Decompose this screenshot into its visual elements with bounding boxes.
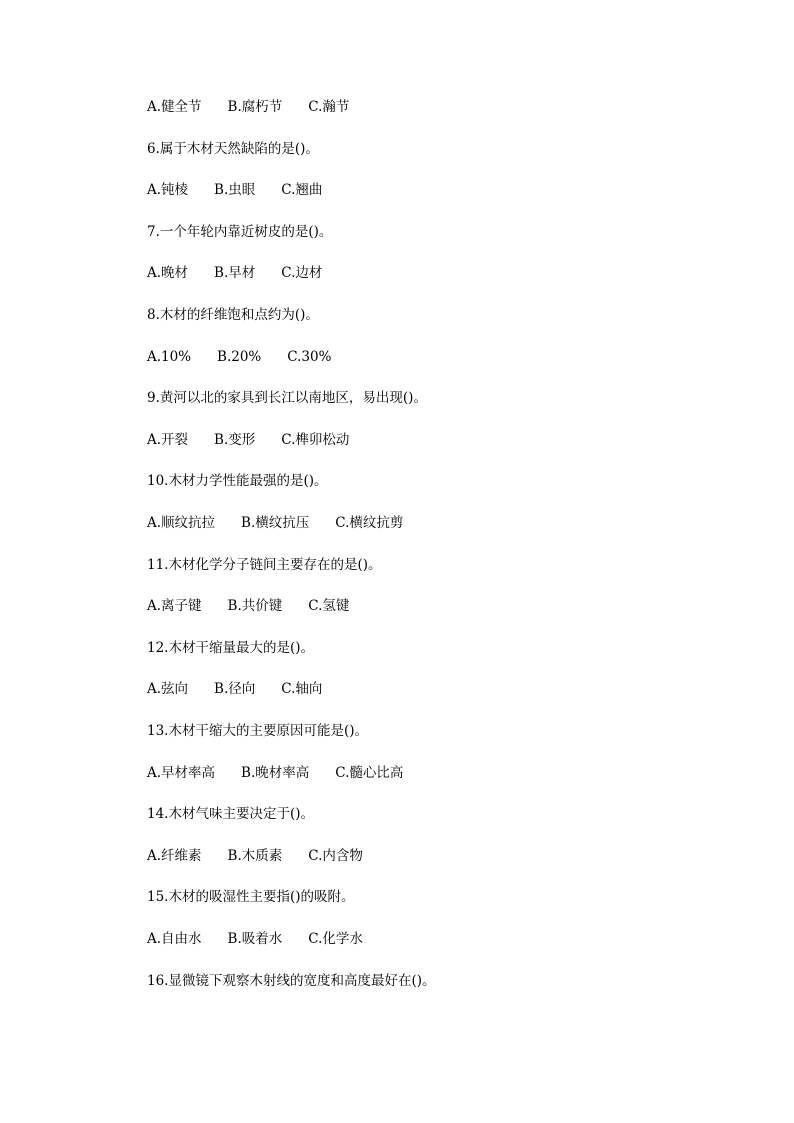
option-b: B.横纹抗压 <box>241 515 310 531</box>
option-c: C.髓心比高 <box>335 765 404 781</box>
option-c: C.榫卯松动 <box>281 432 350 448</box>
options-q11 <box>147 596 349 616</box>
option-a: A.顺纹抗拉 <box>147 515 216 531</box>
option-b: B.木质素 <box>227 848 283 864</box>
option-c: C.边材 <box>281 265 323 281</box>
question-16: 16.显微镜下观察木射线的宽度和高度最好在()。 <box>147 973 436 989</box>
options-q15 <box>147 929 363 949</box>
option-a: A.弦向 <box>147 681 189 697</box>
question-9: 9.黄河以北的家具到长江以南地区，易出现()。 <box>147 390 427 406</box>
option-c: C.横纹抗剪 <box>335 515 404 531</box>
option-c: C.内含物 <box>308 848 363 864</box>
option-a: A.早材率高 <box>147 765 216 781</box>
option-b: B.腐朽节 <box>227 99 283 115</box>
question-14: 14.木材气味主要决定于()。 <box>147 806 315 822</box>
question-15: 15.木材的吸湿性主要指()的吸附。 <box>147 889 355 905</box>
option-c: C.30% <box>287 349 332 365</box>
question-13: 13.木材干缩大的主要原因可能是()。 <box>147 723 369 739</box>
option-a: A.钝棱 <box>147 182 189 198</box>
option-a: A.开裂 <box>147 432 189 448</box>
option-a: A.晚材 <box>147 265 189 281</box>
options-q10 <box>147 513 403 533</box>
options-q8 <box>147 347 331 367</box>
option-b: B.径向 <box>214 681 256 697</box>
question-10: 10.木材力学性能最强的是()。 <box>147 473 328 489</box>
options-q9 <box>147 430 349 450</box>
option-c: C.氢键 <box>308 598 350 614</box>
question-7: 7.一个年轮内靠近树皮的是()。 <box>147 224 333 240</box>
option-c: C.翘曲 <box>281 182 323 198</box>
question-11: 11.木材化学分子链间主要存在的是()。 <box>147 557 382 573</box>
option-a: A.离子键 <box>147 598 202 614</box>
option-a: A.自由水 <box>147 931 202 947</box>
option-a: A.10% <box>147 349 192 365</box>
options-q14 <box>147 846 363 866</box>
option-b: B.晚材率高 <box>241 765 310 781</box>
option-b: B.共价键 <box>227 598 283 614</box>
option-b: B.早材 <box>214 265 256 281</box>
option-a: A.健全节 <box>147 99 202 115</box>
option-b: B.20% <box>217 349 262 365</box>
options-q12 <box>147 679 322 699</box>
option-b: B.虫眼 <box>214 182 256 198</box>
question-12: 12.木材干缩量最大的是()。 <box>147 640 315 656</box>
option-a: A.纤维素 <box>147 848 202 864</box>
question-6: 6.属于木材天然缺陷的是()。 <box>147 141 319 157</box>
option-c: C.化学水 <box>308 931 363 947</box>
options-q13 <box>147 763 403 783</box>
option-b: B.吸着水 <box>227 931 283 947</box>
option-c: C.轴向 <box>281 681 323 697</box>
options-q7 <box>147 263 322 283</box>
options-q5 <box>147 97 349 117</box>
option-b: B.变形 <box>214 432 256 448</box>
question-8: 8.木材的纤维饱和点约为()。 <box>147 307 319 323</box>
options-q6 <box>147 180 322 200</box>
option-c: C.瀚节 <box>308 99 350 115</box>
